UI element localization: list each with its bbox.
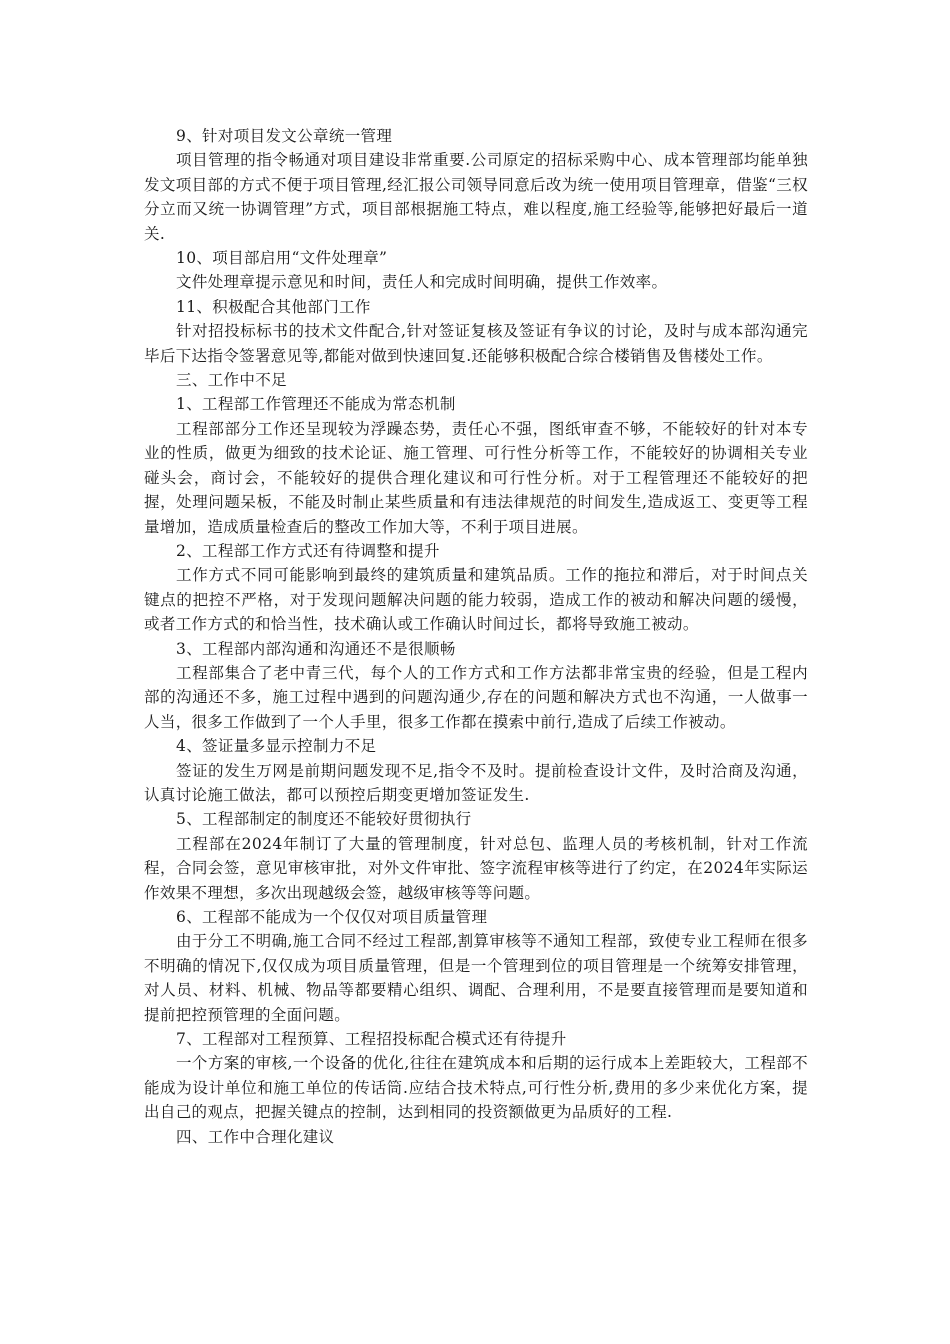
section-heading: 7、工程部对工程预算、工程招投标配合模式还有待提升 — [176, 1030, 567, 1049]
body-paragraph: 工程部部分工作还呈现较为浮躁态势，责任心不强，图纸审查不够，不能较好的针对本专业的性质，做更为细致的技术论证、施工管理、可行性分析等工作，不能较好的协调相关专业碰头会，商讨会，不能较好的提供合理化建议和可行性分析。对于工程管理还不能较好的把握，处理问题呆板，不能及时制止某些质量和有违法律规范的时间发生,造成返工、变更等工程量增加，造成质量检查后的整改工作加大等，不利于项目进展。 — [144, 419, 808, 536]
body-paragraph: 由于分工不明确,施工合同不经过工程部,割算审核等不通知工程部，致使专业工程师在很多不明确的情况下,仅仅成为项目质量管理，但是一个管理到位的项目管理是一个统筹安排管理，对人员、材料、机械、物品等都要精心组织、调配、合理利用，不是要直接管理而是要知道和提前把控预管理的全面问题。 — [144, 932, 808, 1024]
section-heading: 10、项目部启用“文件处理章” — [176, 249, 388, 268]
body-paragraph: 一个方案的审核,一个设备的优化,往往在建筑成本和后期的运行成本上差距较大，工程部不能成为设计单位和施工单位的传话筒.应结合技术特点,可行性分析,费用的多少来优化方案，提出自己的观点，把握关键点的控制，达到相同的投资额做更为品质好的工程. — [144, 1054, 808, 1122]
section-heading: 4、签证量多显示控制力不足 — [176, 737, 377, 756]
section-heading: 5、工程部制定的制度还不能较好贯彻执行 — [176, 810, 472, 829]
section-heading: 3、工程部内部沟通和沟通还不是很顺畅 — [176, 639, 456, 658]
chapter-heading: 三、工作中不足 — [176, 371, 287, 390]
document-body — [144, 124, 808, 1149]
body-paragraph: 签证的发生万网是前期问题发现不足,指令不及时。提前检查设计文件，及时洽商及沟通，认真讨论施工做法，都可以预控后期变更增加签证发生. — [144, 761, 808, 804]
section-heading: 9、针对项目发文公章统一管理 — [176, 127, 393, 145]
body-paragraph: 文件处理章提示意见和时间，责任人和完成时间明确，提供工作效率。 — [176, 273, 668, 292]
section-heading: 2、工程部工作方式还有待调整和提升 — [176, 541, 440, 560]
section-heading: 11、积极配合其他部门工作 — [176, 297, 371, 316]
body-paragraph: 工程部在2024年制订了大量的管理制度，针对总包、监理人员的考核机制，针对工作流程，合同会签，意见审核审批，对外文件审批、签字流程审核等进行了约定，在2024年实际运作效果不理想，多次出现越级会签，越级审核等等问题。 — [144, 834, 808, 902]
section-heading: 1、工程部工作管理还不能成为常态机制 — [176, 395, 456, 414]
chapter-heading: 四、工作中合理化建议 — [176, 1127, 335, 1146]
section-heading: 6、工程部不能成为一个仅仅对项目质量管理 — [176, 908, 488, 926]
body-paragraph: 工作方式不同可能影响到最终的建筑质量和建筑品质。工作的拖拉和滞后，对于时间点关键点的把控不严格，对于发现问题解决问题的能力较弱，造成工作的被动和解决问题的缓慢，或者工作方式的和恰当性，技术确认或工作确认时间过长，都将导致施工被动。 — [144, 566, 808, 634]
body-paragraph: 针对招投标标书的技术文件配合,针对签证复核及签证有争议的讨论，及时与成本部沟通完毕后下达指令签署意见等,都能对做到快速回复.还能够积极配合综合楼销售及售楼处工作。 — [144, 322, 808, 365]
body-paragraph: 项目管理的指令畅通对项目建设非常重要.公司原定的招标采购中心、成本管理部均能单独发文项目部的方式不便于项目管理,经汇报公司领导同意后改为统一使用项目管理章，借鉴“三权分立而又统一协调管理”方式，项目部根据施工特点，难以程度,施工经验等,能够把好最后一道关. — [144, 151, 808, 243]
body-paragraph: 工程部集合了老中青三代，每个人的工作方式和工作方法都非常宝贵的经验，但是工程内部的沟通还不多，施工过程中遇到的问题沟通少,存在的问题和解决方式也不沟通，一人做事一人当，很多工作做到了一个人手里，很多工作都在摸索中前行,造成了后续工作被动。 — [144, 663, 808, 731]
